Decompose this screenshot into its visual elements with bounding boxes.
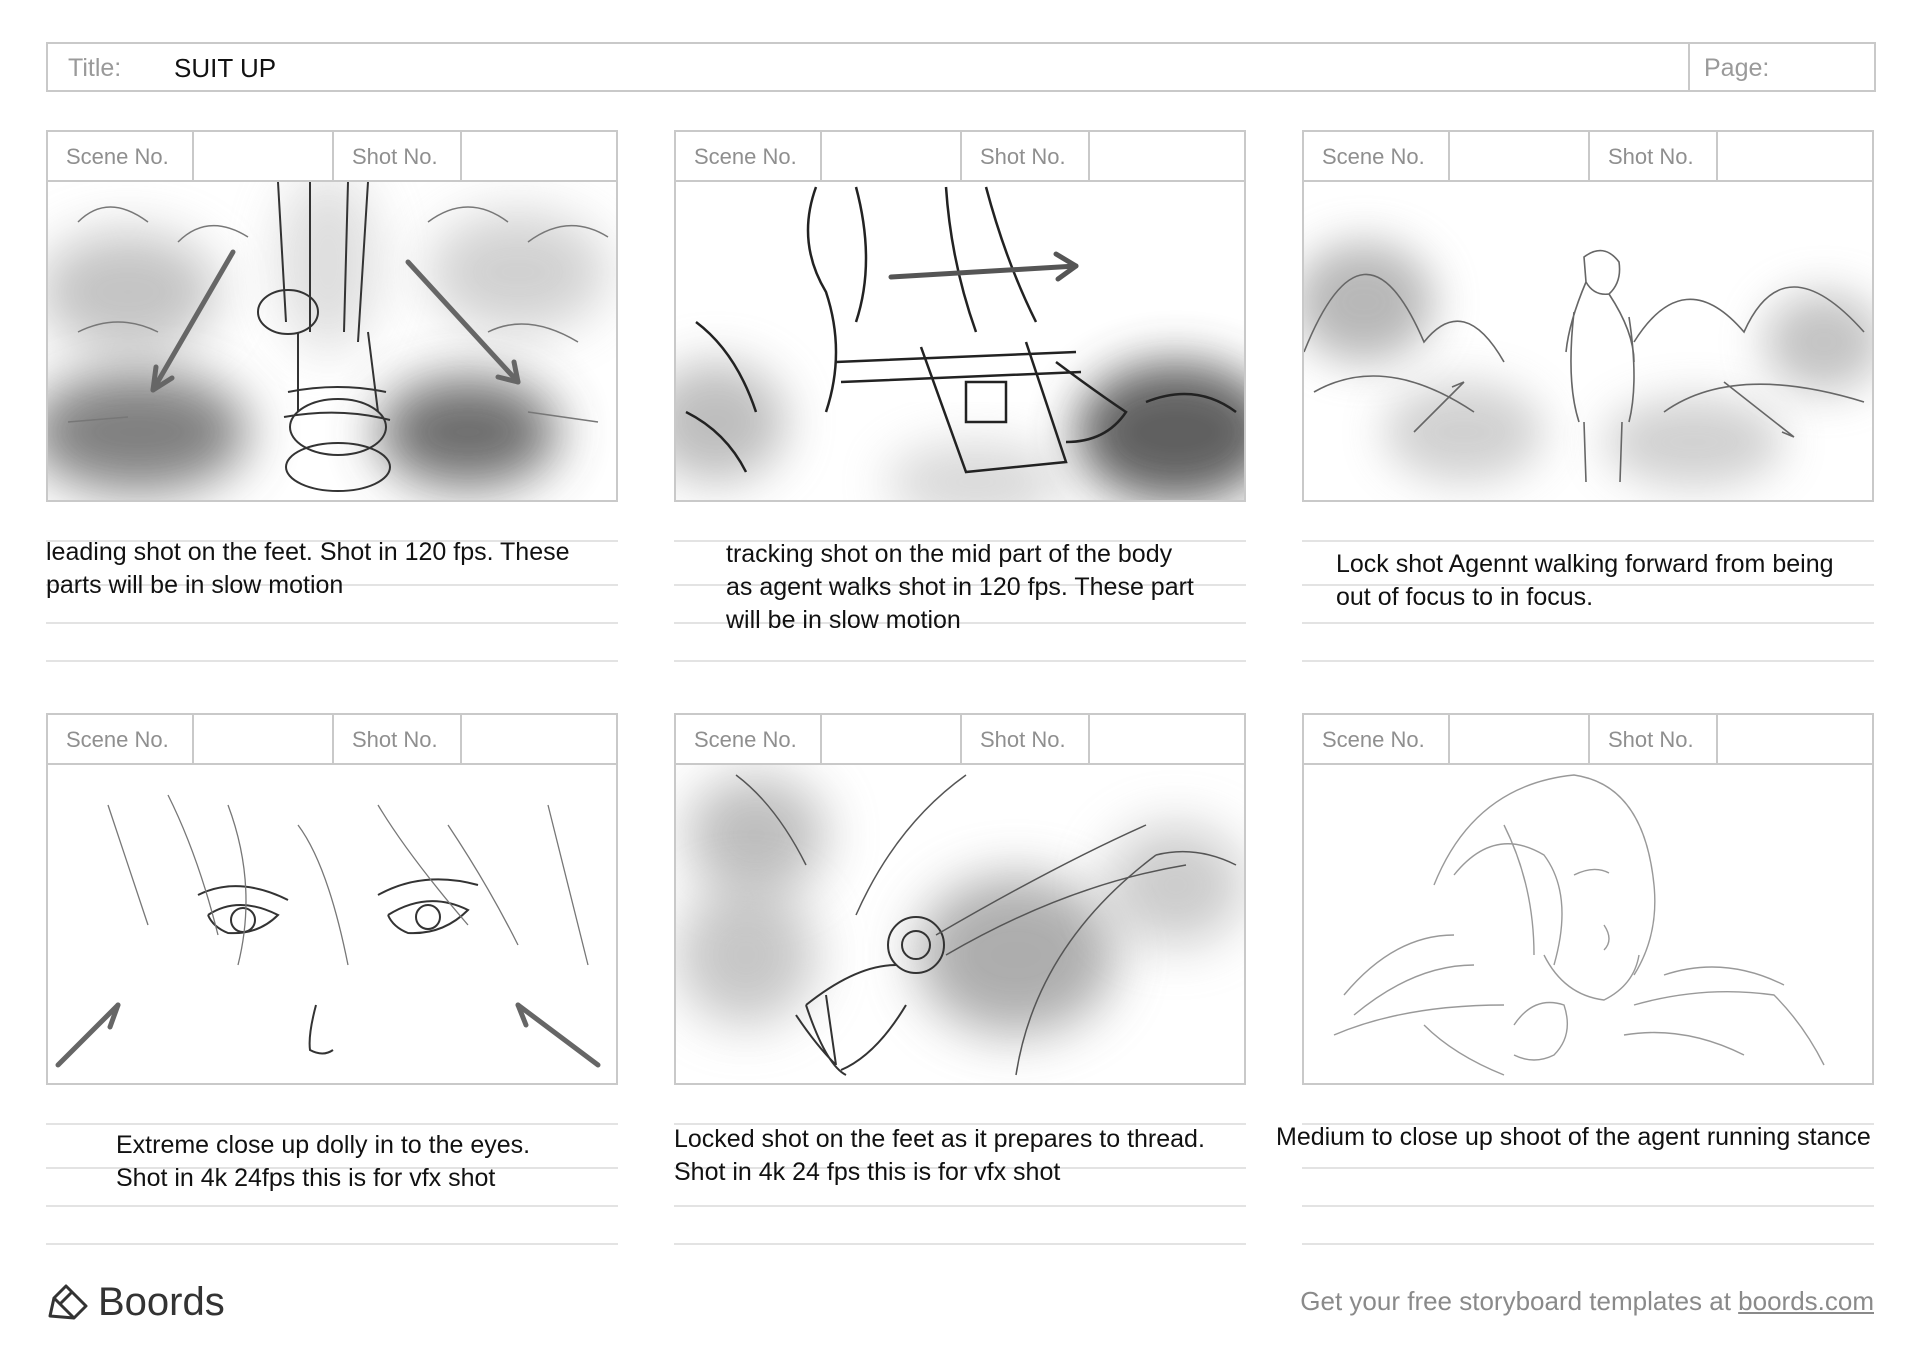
note-rule — [1302, 1167, 1874, 1169]
shot-label-cell — [334, 715, 462, 763]
note-rule — [1302, 1243, 1874, 1245]
storyboard-panel-5 — [674, 713, 1246, 1245]
storyboard-panel-3 — [1302, 130, 1874, 662]
scene-label-cell — [676, 715, 822, 763]
shot-label-cell — [1590, 715, 1718, 763]
shot-number-cell[interactable] — [1090, 715, 1244, 763]
scene-number-cell[interactable] — [1450, 132, 1590, 180]
sketch-frame — [1302, 180, 1874, 502]
scene-label-cell — [48, 132, 194, 180]
panel-note[interactable]: Locked shot on the feet as it prepares to thread. Shot in 4k 24 fps this is for vfx shot — [674, 1125, 1205, 1186]
panel-note[interactable]: Medium to close up shoot of the agent running stance — [1276, 1123, 1871, 1151]
scene-label: Scene No. — [694, 727, 797, 752]
shot-label: Shot No. — [1608, 144, 1694, 169]
note-rule — [674, 1205, 1246, 1207]
panel-notes — [674, 1085, 1246, 1245]
panel-notes — [1302, 502, 1874, 662]
scene-number-cell[interactable] — [822, 132, 962, 180]
scene-label-cell — [48, 715, 194, 763]
shot-label-cell — [1590, 132, 1718, 180]
panel-header — [674, 713, 1246, 763]
panel-header — [1302, 130, 1874, 180]
shot-number-cell[interactable] — [1090, 132, 1244, 180]
page-divider — [1688, 44, 1690, 90]
shot-label-cell — [962, 132, 1090, 180]
scene-label: Scene No. — [66, 727, 169, 752]
panel-notes — [1276, 1085, 1874, 1245]
note-rule — [1302, 622, 1874, 624]
sketch-frame — [1302, 763, 1874, 1085]
scene-number-cell[interactable] — [194, 132, 334, 180]
mid-body-tracking-sketch — [676, 182, 1244, 500]
title-label: Title: — [68, 54, 122, 82]
brand-name: Boords — [98, 1280, 225, 1324]
title-bar — [46, 42, 1876, 92]
storyboard-panel-2 — [674, 130, 1246, 662]
panel-header — [46, 130, 618, 180]
scene-label: Scene No. — [1322, 144, 1425, 169]
shot-label-cell — [962, 715, 1090, 763]
agent-in-smoke-sketch — [1304, 182, 1872, 500]
note-rule — [674, 660, 1246, 662]
scene-label: Scene No. — [694, 144, 797, 169]
panel-note[interactable]: tracking shot on the mid part of the body as agent walks shot in 120 fps. These part will be in slow motion — [726, 540, 1194, 634]
foot-preparing-sketch — [676, 765, 1244, 1083]
shot-label: Shot No. — [980, 727, 1066, 752]
shot-number-cell[interactable] — [462, 132, 616, 180]
scene-label: Scene No. — [1322, 727, 1425, 752]
note-rule — [46, 1243, 618, 1245]
footer-cta — [1300, 1286, 1874, 1317]
scene-label-cell — [1304, 715, 1450, 763]
note-rule — [46, 660, 618, 662]
sketch-frame — [674, 763, 1246, 1085]
note-rule — [1302, 660, 1874, 662]
note-rule — [1302, 1205, 1874, 1207]
shot-label: Shot No. — [352, 144, 438, 169]
cta-text: Get your free storyboard templates at — [1300, 1286, 1739, 1316]
pencil-logo-icon — [48, 1280, 90, 1322]
boots-walking-sketch — [48, 182, 616, 500]
scene-number-cell[interactable] — [822, 715, 962, 763]
panel-note[interactable]: Extreme close up dolly in to the eyes. Shot in 4k 24fps this is for vfx shot — [116, 1131, 531, 1192]
scene-label: Scene No. — [66, 144, 169, 169]
shot-number-cell[interactable] — [1718, 715, 1872, 763]
panel-note[interactable]: Lock shot Agennt walking forward from being out of focus to in focus. — [1336, 550, 1834, 611]
agent-stance-sketch — [1304, 765, 1872, 1083]
eyes-closeup-sketch — [48, 765, 616, 1083]
shot-label: Shot No. — [352, 727, 438, 752]
scene-number-cell[interactable] — [194, 715, 334, 763]
note-rule — [46, 622, 618, 624]
panel-header — [674, 130, 1246, 180]
storyboard-panel-4 — [46, 713, 618, 1245]
page-label: Page: — [1704, 54, 1770, 82]
note-rule — [46, 1123, 618, 1125]
panel-notes — [46, 502, 618, 662]
shot-number-cell[interactable] — [462, 715, 616, 763]
panel-header — [1302, 713, 1874, 763]
note-rule — [674, 1243, 1246, 1245]
shot-number-cell[interactable] — [1718, 132, 1872, 180]
scene-number-cell[interactable] — [1450, 715, 1590, 763]
note-rule — [1302, 540, 1874, 542]
shot-label: Shot No. — [1608, 727, 1694, 752]
scene-label-cell — [676, 132, 822, 180]
panel-header — [46, 713, 618, 763]
sketch-frame — [674, 180, 1246, 502]
panel-notes — [674, 502, 1246, 662]
sketch-frame — [46, 180, 618, 502]
storyboard-panel-1 — [46, 130, 618, 662]
title-value[interactable]: SUIT UP — [174, 53, 277, 83]
shot-label-cell — [334, 132, 462, 180]
shot-label: Shot No. — [980, 144, 1066, 169]
panel-note[interactable]: leading shot on the feet. Shot in 120 fps. These parts will be in slow motion — [46, 538, 570, 599]
note-rule — [46, 1205, 618, 1207]
boords-link[interactable]: boords.com — [1738, 1286, 1874, 1316]
sketch-frame — [46, 763, 618, 1085]
storyboard-panel-6 — [1276, 713, 1874, 1245]
panel-notes — [46, 1085, 618, 1245]
scene-label-cell — [1304, 132, 1450, 180]
